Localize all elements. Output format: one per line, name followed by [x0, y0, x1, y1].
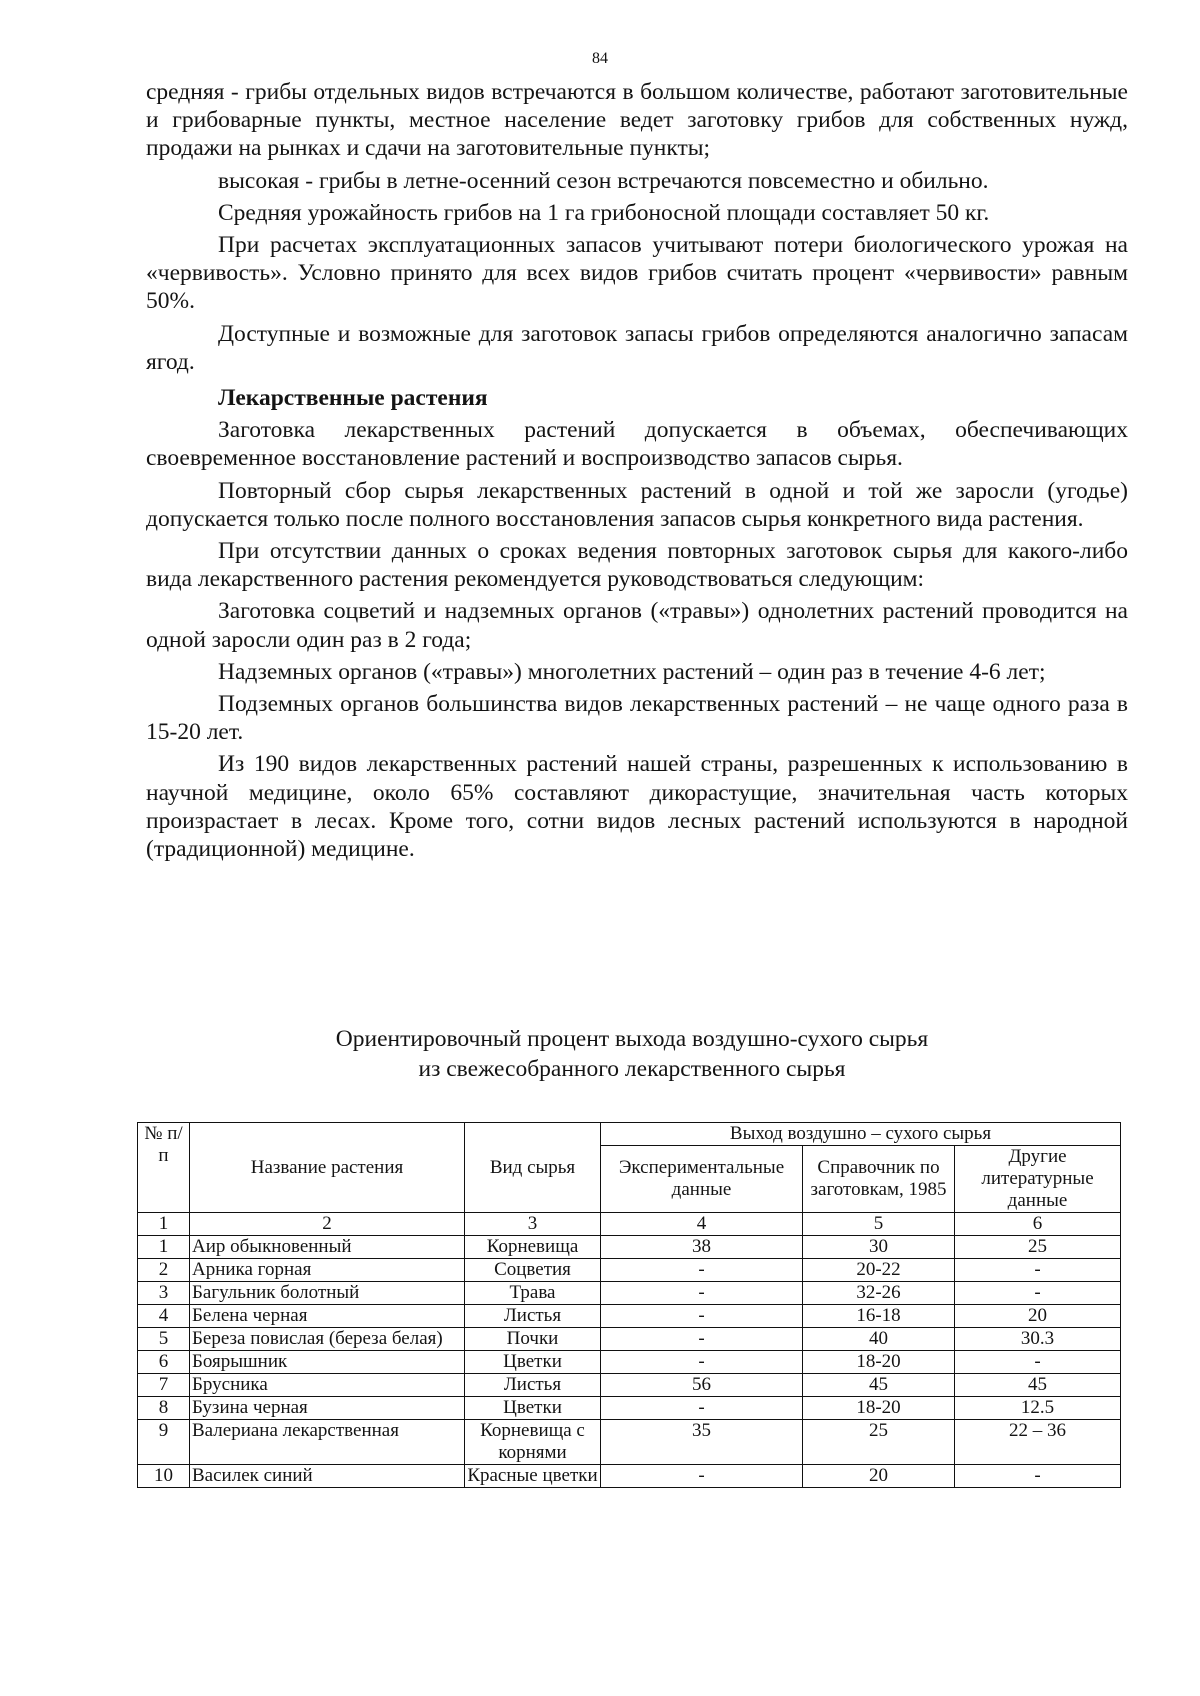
header-name: Название растения [190, 1123, 465, 1213]
literature-value: 45 [955, 1374, 1121, 1397]
experimental-value: - [601, 1305, 803, 1328]
section-heading: Лекарственные растения [218, 385, 488, 412]
row-number: 9 [138, 1420, 190, 1465]
row-number: 3 [138, 1282, 190, 1305]
literature-value: - [955, 1351, 1121, 1374]
row-number: 1 [138, 1236, 190, 1259]
reference-value: 45 [803, 1374, 955, 1397]
paragraph: Средняя урожайность грибов на 1 га грибоносной площади составляет 50 кг. [218, 199, 990, 226]
raw-material-type: Корневища [465, 1236, 601, 1259]
plant-name: Арника горная [190, 1259, 465, 1282]
literature-value: 20 [955, 1305, 1121, 1328]
table-row [138, 1420, 1121, 1465]
header-row [138, 1123, 1121, 1146]
reference-value: 18-20 [803, 1397, 955, 1420]
paragraph: Доступные и возможные для заготовок запасы грибов определяются аналогично запасам ягод. [146, 320, 1128, 375]
header-ref: Справочник по заготовкам, 1985 [803, 1146, 955, 1213]
plant-name: Бузина черная [190, 1397, 465, 1420]
raw-material-type: Трава [465, 1282, 601, 1305]
row-number: 2 [138, 1259, 190, 1282]
plant-name: Василек синий [190, 1465, 465, 1488]
raw-material-type: Цветки [465, 1351, 601, 1374]
column-number-row [138, 1213, 1121, 1236]
header-lit: Другие литературные данные [955, 1146, 1121, 1213]
experimental-value: 38 [601, 1236, 803, 1259]
reference-value: 20-22 [803, 1259, 955, 1282]
plant-name: Аир обыкновенный [190, 1236, 465, 1259]
paragraph: Из 190 видов лекарственных растений нашей страны, разрешенных к использованию в научной медицине, около 65% составляют дикорастущие, значительная часть которых произрастает в лесах. Кроме того, сотни видов лесных растений используются в народной (традиционной) медицине. [146, 751, 1128, 863]
reference-value: 18-20 [803, 1351, 955, 1374]
literature-value: - [955, 1465, 1121, 1488]
column-number: 2 [190, 1213, 465, 1236]
row-number: 7 [138, 1374, 190, 1397]
literature-value: 22 – 36 [955, 1420, 1121, 1465]
column-number: 1 [138, 1213, 190, 1236]
plant-name: Боярышник [190, 1351, 465, 1374]
plant-name: Брусника [190, 1374, 465, 1397]
reference-value: 25 [803, 1420, 955, 1465]
literature-value: 30.3 [955, 1328, 1121, 1351]
reference-value: 40 [803, 1328, 955, 1351]
table-title-line: Ориентировочный процент выхода воздушно-сухого сырья [335, 1026, 929, 1052]
experimental-value: - [601, 1397, 803, 1420]
experimental-value: - [601, 1259, 803, 1282]
experimental-value: - [601, 1465, 803, 1488]
experimental-value: 35 [601, 1420, 803, 1465]
table-row [138, 1282, 1121, 1305]
literature-value: - [955, 1259, 1121, 1282]
header-exp: Экспериментальные данные [601, 1146, 803, 1213]
raw-material-type: Листья [465, 1374, 601, 1397]
plant-name: Береза повислая (береза белая) [190, 1328, 465, 1351]
experimental-value: - [601, 1328, 803, 1351]
row-number: 8 [138, 1397, 190, 1420]
row-number: 10 [138, 1465, 190, 1488]
column-number: 3 [465, 1213, 601, 1236]
column-number: 4 [601, 1213, 803, 1236]
paragraph: Заготовка лекарственных растений допускается в объемах, обеспечивающих своевременное восстановление растений и воспроизводство запасов сырья. [146, 417, 1128, 472]
column-number: 5 [803, 1213, 955, 1236]
table-row [138, 1328, 1121, 1351]
raw-material-type: Соцветия [465, 1259, 601, 1282]
paragraph: Подземных органов большинства видов лекарственных растений – не чаще одного раза в 15-20 лет. [146, 691, 1128, 746]
paragraph: средняя - грибы отдельных видов встречаются в большом количестве, работают заготовительные и грибоварные пункты, местное население ведет заготовку грибов для собственных нужд, продажи на рынках и сдачи на заготовительные пункты; [146, 79, 1128, 162]
paragraph: Повторный сбор сырья лекарственных растений в одной и той же заросли (угодье) допускается только после полного восстановления запасов сырья конкретного вида растения. [146, 477, 1128, 532]
paragraph: При отсутствии данных о сроках ведения повторных заготовок сырья для какого-либо вида лекарственного растения рекомендуется руководствоваться следующим: [146, 538, 1128, 593]
raw-material-type: Корневища с корнями [465, 1420, 601, 1465]
table-body [138, 1213, 1121, 1488]
raw-material-type: Цветки [465, 1397, 601, 1420]
paragraph: Заготовка соцветий и надземных органов («травы») однолетних растений проводится на одной заросли один раз в 2 года; [146, 598, 1128, 653]
table-row [138, 1236, 1121, 1259]
raw-material-type: Красные цветки [465, 1465, 601, 1488]
paragraph: высокая - грибы в летне-осенний сезон встречаются повсеместно и обильно. [218, 167, 989, 194]
paragraph: При расчетах эксплуатационных запасов учитывают потери биологического урожая на «червивость». Условно принято для всех видов грибов считать процент «червивости» равным 50%. [146, 232, 1128, 315]
table-row [138, 1465, 1121, 1488]
herbs-table [137, 1122, 1121, 1488]
reference-value: 32-26 [803, 1282, 955, 1305]
header-type: Вид сырья [465, 1123, 601, 1213]
plant-name: Белена черная [190, 1305, 465, 1328]
literature-value: 12.5 [955, 1397, 1121, 1420]
experimental-value: 56 [601, 1374, 803, 1397]
experimental-value: - [601, 1282, 803, 1305]
reference-value: 16-18 [803, 1305, 955, 1328]
body-text [146, 78, 1128, 867]
literature-value: 25 [955, 1236, 1121, 1259]
table-title-line: из свежесобранного лекарственного сырья [418, 1056, 846, 1082]
raw-material-type: Почки [465, 1328, 601, 1351]
table-row [138, 1397, 1121, 1420]
table-row [138, 1305, 1121, 1328]
table-row [138, 1351, 1121, 1374]
literature-value: - [955, 1282, 1121, 1305]
experimental-value: - [601, 1351, 803, 1374]
row-number: 5 [138, 1328, 190, 1351]
raw-material-type: Листья [465, 1305, 601, 1328]
table-title [0, 1024, 1200, 1084]
row-number: 6 [138, 1351, 190, 1374]
table-row [138, 1374, 1121, 1397]
page-number: 84 [592, 50, 608, 67]
plant-name: Багульник болотный [190, 1282, 465, 1305]
reference-value: 20 [803, 1465, 955, 1488]
plant-name: Валериана лекарственная [190, 1420, 465, 1465]
header-group: Выход воздушно – сухого сырья [601, 1123, 1121, 1146]
paragraph: Надземных органов («травы») многолетних растений – один раз в течение 4-6 лет; [218, 658, 1046, 685]
reference-value: 30 [803, 1236, 955, 1259]
row-number: 4 [138, 1305, 190, 1328]
header-num: № п/п [138, 1123, 190, 1213]
table-row [138, 1259, 1121, 1282]
column-number: 6 [955, 1213, 1121, 1236]
